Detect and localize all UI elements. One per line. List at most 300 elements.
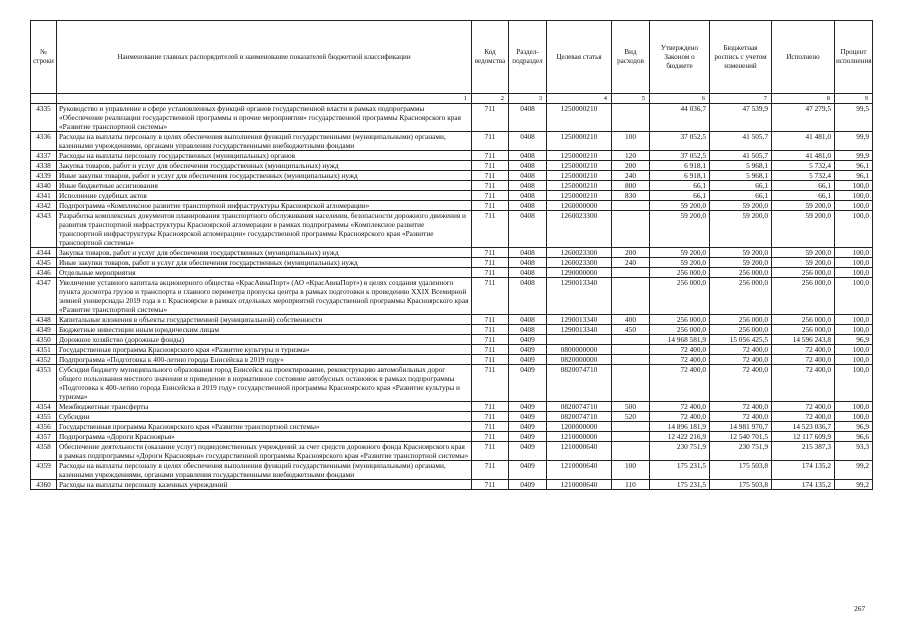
budget-schedule-amount: 256 000,0 <box>710 268 772 278</box>
target-article: 1250000210 <box>547 104 612 132</box>
table-row <box>31 278 873 315</box>
approved-amount: 12 422 216,9 <box>650 432 710 442</box>
row-number: 4352 <box>31 355 57 365</box>
budget-schedule-amount: 59 200,0 <box>710 248 772 258</box>
approved-amount: 66,1 <box>650 191 710 201</box>
target-article: 1290013340 <box>547 325 612 335</box>
row-name: Бюджетные инвестиции иным юридическим лицам <box>57 325 472 335</box>
table-row <box>31 151 873 161</box>
expense-type <box>612 442 650 461</box>
razdel-code: 0408 <box>509 191 547 201</box>
row-number: 4345 <box>31 258 57 268</box>
razdel-code: 0408 <box>509 211 547 248</box>
row-name: Обеспечение деятельности (оказание услуг) подведомственных учреждений за счет средств дорожного фонда Красноярского края в рамках подпрограммы «Дороги Красноярья» государственной программы Красноярского края «Развитие транспортной системы» <box>57 442 472 461</box>
execution-percent: 100,0 <box>835 191 873 201</box>
budget-schedule-amount: 59 200,0 <box>710 211 772 248</box>
row-number: 4360 <box>31 480 57 490</box>
header-name: Наименование главных распорядителей и наименование показателей бюджетной классификации <box>57 21 472 94</box>
execution-percent: 100,0 <box>835 211 873 248</box>
approved-amount: 59 200,0 <box>650 201 710 211</box>
ved-code: 711 <box>472 355 509 365</box>
execution-percent: 100,0 <box>835 258 873 268</box>
ved-code: 711 <box>472 132 509 151</box>
row-name: Межбюджетные трансферты <box>57 402 472 412</box>
approved-amount: 72 400,0 <box>650 402 710 412</box>
row-number: 4350 <box>31 335 57 345</box>
razdel-code: 0409 <box>509 412 547 422</box>
budget-schedule-amount: 175 503,8 <box>710 480 772 490</box>
executed-amount: 14 523 036,7 <box>772 422 835 432</box>
executed-amount: 59 200,0 <box>772 211 835 248</box>
table-row <box>31 315 873 325</box>
budget-schedule-amount: 66,1 <box>710 181 772 191</box>
executed-amount: 174 135,2 <box>772 480 835 490</box>
row-name: Расходы на выплаты персоналу в целях обеспечения выполнения функций государственными (муниципальными) органами, казенными учреждениями, органами управления государственными внебюджетными фондами <box>57 461 472 480</box>
razdel-code: 0408 <box>509 151 547 161</box>
ved-code: 711 <box>472 432 509 442</box>
expense-type <box>612 335 650 345</box>
table-row <box>31 355 873 365</box>
razdel-code: 0409 <box>509 355 547 365</box>
razdel-code: 0409 <box>509 335 547 345</box>
executed-amount: 256 000,0 <box>772 278 835 315</box>
row-number: 4353 <box>31 365 57 402</box>
column-number: 6 <box>650 94 710 104</box>
approved-amount: 59 200,0 <box>650 258 710 268</box>
approved-amount: 14 896 181,9 <box>650 422 710 432</box>
razdel-code: 0408 <box>509 248 547 258</box>
razdel-code: 0409 <box>509 480 547 490</box>
executed-amount: 256 000,0 <box>772 315 835 325</box>
header-cs: Целевая статья <box>547 21 612 94</box>
expense-type <box>612 422 650 432</box>
execution-percent: 100,0 <box>835 365 873 402</box>
ved-code: 711 <box>472 461 509 480</box>
execution-percent: 99,2 <box>835 480 873 490</box>
approved-amount: 44 036,7 <box>650 104 710 132</box>
executed-amount: 14 596 243,8 <box>772 335 835 345</box>
row-name: Расходы на выплаты персоналу в целях обеспечения выполнения функций государственными (муниципальными) органами, казенными учреждениями, органами управления государственными внебюджетными фондами <box>57 132 472 151</box>
approved-amount: 66,1 <box>650 181 710 191</box>
row-name: Подпрограмма «Подготовка к 400-летию города Енисейска в 2019 году» <box>57 355 472 365</box>
razdel-code: 0409 <box>509 422 547 432</box>
column-number: 5 <box>612 94 650 104</box>
target-article: 1210000640 <box>547 480 612 490</box>
approved-amount: 14 968 581,9 <box>650 335 710 345</box>
expense-type: 400 <box>612 315 650 325</box>
table-row <box>31 132 873 151</box>
expense-type: 830 <box>612 191 650 201</box>
table-row <box>31 335 873 345</box>
budget-schedule-amount: 59 200,0 <box>710 201 772 211</box>
target-article: 1210000640 <box>547 461 612 480</box>
approved-amount: 6 918,1 <box>650 161 710 171</box>
execution-percent: 96,1 <box>835 161 873 171</box>
execution-percent: 99,9 <box>835 151 873 161</box>
ved-code: 711 <box>472 191 509 201</box>
row-number: 4355 <box>31 412 57 422</box>
table-row <box>31 104 873 132</box>
target-article: 1200000000 <box>547 422 612 432</box>
expense-type: 520 <box>612 412 650 422</box>
ved-code: 711 <box>472 151 509 161</box>
row-number: 4338 <box>31 161 57 171</box>
target-article: 0820074710 <box>547 365 612 402</box>
razdel-code: 0409 <box>509 365 547 402</box>
executed-amount: 59 200,0 <box>772 258 835 268</box>
expense-type: 500 <box>612 402 650 412</box>
target-article: 0820074710 <box>547 412 612 422</box>
budget-schedule-amount: 256 000,0 <box>710 315 772 325</box>
row-number: 4340 <box>31 181 57 191</box>
row-number: 4348 <box>31 315 57 325</box>
budget-sheet <box>30 20 872 490</box>
table-row <box>31 432 873 442</box>
approved-amount: 256 000,0 <box>650 315 710 325</box>
row-number: 4356 <box>31 422 57 432</box>
row-name: Подпрограмма «Комплексное развитие транспортной инфраструктуры Красноярской агломерации» <box>57 201 472 211</box>
executed-amount: 59 200,0 <box>772 248 835 258</box>
row-name: Иные закупки товаров, работ и услуг для обеспечения государственных (муниципальных) нужд <box>57 171 472 181</box>
row-number: 4358 <box>31 442 57 461</box>
ved-code: 711 <box>472 181 509 191</box>
budget-schedule-amount: 72 400,0 <box>710 412 772 422</box>
executed-amount: 72 400,0 <box>772 412 835 422</box>
row-number: 4357 <box>31 432 57 442</box>
table-body <box>31 94 873 490</box>
budget-table <box>30 20 873 490</box>
target-article: 1250000210 <box>547 171 612 181</box>
approved-amount: 59 200,0 <box>650 248 710 258</box>
header-isp: Исполнено <box>772 21 835 94</box>
column-number: 9 <box>835 94 873 104</box>
ved-code: 711 <box>472 258 509 268</box>
expense-type: 120 <box>612 151 650 161</box>
row-name: Подпрограмма «Дороги Красноярья» <box>57 432 472 442</box>
row-number: 4336 <box>31 132 57 151</box>
row-name: Государственная программа Красноярского края «Развитие транспортной системы» <box>57 422 472 432</box>
expense-type <box>612 268 650 278</box>
budget-schedule-amount: 41 505,7 <box>710 132 772 151</box>
ved-code: 711 <box>472 268 509 278</box>
target-article: 1250000210 <box>547 191 612 201</box>
row-number: 4354 <box>31 402 57 412</box>
ved-code: 711 <box>472 345 509 355</box>
table-row <box>31 248 873 258</box>
approved-amount: 175 231,5 <box>650 461 710 480</box>
table-row <box>31 442 873 461</box>
row-number: 4349 <box>31 325 57 335</box>
expense-type: 200 <box>612 248 650 258</box>
header-razdel: Раздел-подраздел <box>509 21 547 94</box>
target-article: 0820074710 <box>547 402 612 412</box>
target-article: 1250000210 <box>547 181 612 191</box>
budget-schedule-amount: 59 200,0 <box>710 258 772 268</box>
target-article: 1260023300 <box>547 211 612 248</box>
execution-percent: 100,0 <box>835 181 873 191</box>
expense-type: 240 <box>612 171 650 181</box>
target-article: 1260023300 <box>547 248 612 258</box>
razdel-code: 0408 <box>509 104 547 132</box>
razdel-code: 0408 <box>509 268 547 278</box>
execution-percent: 100,0 <box>835 345 873 355</box>
executed-amount: 72 400,0 <box>772 402 835 412</box>
row-number: 4341 <box>31 191 57 201</box>
approved-amount: 256 000,0 <box>650 268 710 278</box>
table-row <box>31 268 873 278</box>
row-name: Дорожное хозяйство (дорожные фонды) <box>57 335 472 345</box>
budget-schedule-amount: 175 503,8 <box>710 461 772 480</box>
execution-percent: 93,3 <box>835 442 873 461</box>
row-number: 4346 <box>31 268 57 278</box>
approved-amount: 72 400,0 <box>650 365 710 402</box>
budget-schedule-amount: 5 968,1 <box>710 161 772 171</box>
ved-code: 711 <box>472 315 509 325</box>
budget-schedule-amount: 256 000,0 <box>710 278 772 315</box>
razdel-code: 0409 <box>509 402 547 412</box>
expense-type: 100 <box>612 461 650 480</box>
executed-amount: 72 400,0 <box>772 365 835 402</box>
target-article: 1260023300 <box>547 258 612 268</box>
expense-type: 450 <box>612 325 650 335</box>
row-name: Отдельные мероприятия <box>57 268 472 278</box>
target-article: 0820000000 <box>547 355 612 365</box>
expense-type <box>612 278 650 315</box>
budget-schedule-amount: 72 400,0 <box>710 365 772 402</box>
column-number: 1 <box>57 94 472 104</box>
ved-code: 711 <box>472 161 509 171</box>
column-number: 2 <box>472 94 509 104</box>
expense-type <box>612 355 650 365</box>
execution-percent: 96,9 <box>835 422 873 432</box>
execution-percent: 99,2 <box>835 461 873 480</box>
row-name: Расходы на выплаты персоналу казенных учреждений <box>57 480 472 490</box>
table-header <box>31 21 873 94</box>
header-bud: Бюджетная роспись с учетом изменений <box>710 21 772 94</box>
executed-amount: 5 732,4 <box>772 161 835 171</box>
column-number: 7 <box>710 94 772 104</box>
execution-percent: 100,0 <box>835 201 873 211</box>
executed-amount: 41 481,0 <box>772 132 835 151</box>
expense-type: 240 <box>612 258 650 268</box>
page-number: 267 <box>854 604 866 613</box>
ved-code: 711 <box>472 171 509 181</box>
execution-percent: 100,0 <box>835 355 873 365</box>
budget-schedule-amount: 14 981 970,7 <box>710 422 772 432</box>
row-number: 4343 <box>31 211 57 248</box>
executed-amount: 41 481,0 <box>772 151 835 161</box>
expense-type: 200 <box>612 161 650 171</box>
executed-amount: 12 117 609,9 <box>772 432 835 442</box>
execution-percent: 96,9 <box>835 335 873 345</box>
header-ved: Код ведомства <box>472 21 509 94</box>
header-utv: Утверждено Законом о бюджете <box>650 21 710 94</box>
table-row <box>31 325 873 335</box>
table-row <box>31 258 873 268</box>
approved-amount: 59 200,0 <box>650 211 710 248</box>
budget-schedule-amount: 256 000,0 <box>710 325 772 335</box>
table-row <box>31 345 873 355</box>
ved-code: 711 <box>472 248 509 258</box>
ved-code: 711 <box>472 422 509 432</box>
executed-amount: 72 400,0 <box>772 345 835 355</box>
execution-percent: 99,9 <box>835 132 873 151</box>
table-row <box>31 480 873 490</box>
execution-percent: 100,0 <box>835 412 873 422</box>
expense-type: 100 <box>612 132 650 151</box>
budget-schedule-amount: 5 968,1 <box>710 171 772 181</box>
approved-amount: 72 400,0 <box>650 355 710 365</box>
expense-type <box>612 345 650 355</box>
table-row <box>31 365 873 402</box>
razdel-code: 0408 <box>509 181 547 191</box>
razdel-code: 0408 <box>509 161 547 171</box>
table-row <box>31 412 873 422</box>
executed-amount: 5 732,4 <box>772 171 835 181</box>
budget-schedule-amount: 230 751,9 <box>710 442 772 461</box>
approved-amount: 72 400,0 <box>650 345 710 355</box>
razdel-code: 0409 <box>509 345 547 355</box>
row-name: Капитальные вложения в объекты государственной (муниципальной) собственности <box>57 315 472 325</box>
column-number: 3 <box>509 94 547 104</box>
razdel-code: 0408 <box>509 201 547 211</box>
ved-code: 711 <box>472 104 509 132</box>
approved-amount: 6 918,1 <box>650 171 710 181</box>
row-name: Разработка комплексных документов планирования транспортного обслуживания населения, безопасности дорожного движения и развития транспортной инфраструктуры Красноярской агломерации в рамках подпрограммы «Комплексное развитие транспортной инфраструктуры Красноярской агломерации» государственной программы Красноярского края «Развитие транспортной системы» <box>57 211 472 248</box>
target-article <box>547 335 612 345</box>
target-article: 1250000210 <box>547 132 612 151</box>
execution-percent: 100,0 <box>835 402 873 412</box>
budget-schedule-amount: 72 400,0 <box>710 345 772 355</box>
razdel-code: 0408 <box>509 258 547 268</box>
row-name: Государственная программа Красноярского края «Развитие культуры и туризма» <box>57 345 472 355</box>
table-row <box>31 171 873 181</box>
expense-type: 800 <box>612 181 650 191</box>
execution-percent: 100,0 <box>835 268 873 278</box>
target-article: 0800000000 <box>547 345 612 355</box>
row-name: Закупка товаров, работ и услуг для обеспечения государственных (муниципальных) нужд <box>57 248 472 258</box>
target-article: 1210000000 <box>547 432 612 442</box>
row-name: Субсидия бюджету муниципального образования город Енисейск на проектирование, реконструкцию автомобильных дорог общего пользования местного значения и приведение в нормативное состояние автобусных остановок в рамках подпрограммы «Подготовка к 400-летию города Енисейска в 2019 году» государственной программы Красноярского края «Развитие культуры и туризма» <box>57 365 472 402</box>
row-name: Увеличение уставного капитала акционерного общества «КрасАвиаПорт» (АО «КрасАвиаПорт») в целях создания удаленного пункта досмотра грузов и транспорта и главного периметра пропуска центра в рамках подготовки к проведению XXIX Всемирной зимней универсиады 2019 года в г. Красноярске в рамках отдельных мероприятий государственной программы Красноярского края «Развитие транспортной системы» <box>57 278 472 315</box>
row-name: Иные закупки товаров, работ и услуг для обеспечения государственных (муниципальных) нужд <box>57 258 472 268</box>
column-number: 8 <box>772 94 835 104</box>
target-article: 1290000000 <box>547 268 612 278</box>
expense-type: 110 <box>612 480 650 490</box>
row-number: 4342 <box>31 201 57 211</box>
execution-percent: 96,1 <box>835 171 873 181</box>
razdel-code: 0409 <box>509 442 547 461</box>
approved-amount: 37 052,5 <box>650 132 710 151</box>
table-row <box>31 161 873 171</box>
budget-schedule-amount: 72 400,0 <box>710 402 772 412</box>
target-article: 1290013340 <box>547 315 612 325</box>
ved-code: 711 <box>472 365 509 402</box>
row-number: 4359 <box>31 461 57 480</box>
row-name: Исполнение судебных актов <box>57 191 472 201</box>
approved-amount: 175 231,5 <box>650 480 710 490</box>
budget-schedule-amount: 12 540 701,5 <box>710 432 772 442</box>
execution-percent: 100,0 <box>835 325 873 335</box>
razdel-code: 0408 <box>509 278 547 315</box>
ved-code: 711 <box>472 201 509 211</box>
ved-code: 711 <box>472 480 509 490</box>
expense-type <box>612 365 650 402</box>
ved-code: 711 <box>472 325 509 335</box>
razdel-code: 0408 <box>509 325 547 335</box>
executed-amount: 256 000,0 <box>772 325 835 335</box>
target-article: 1250000210 <box>547 161 612 171</box>
ved-code: 711 <box>472 442 509 461</box>
executed-amount: 174 135,2 <box>772 461 835 480</box>
header-num: № строки <box>31 21 57 94</box>
executed-amount: 59 200,0 <box>772 201 835 211</box>
row-number: 4337 <box>31 151 57 161</box>
executed-amount: 66,1 <box>772 181 835 191</box>
table-row <box>31 402 873 412</box>
row-name: Руководство и управление в сфере установленных функций органов государственной власти в рамках подпрограммы «Обеспечение реализации государственной программы и прочие мероприятия» государственной программы Красноярского края «Развитие транспортной системы» <box>57 104 472 132</box>
header-proc: Процент исполнения <box>835 21 873 94</box>
budget-schedule-amount: 47 539,9 <box>710 104 772 132</box>
execution-percent: 96,6 <box>835 432 873 442</box>
target-article: 1260000000 <box>547 201 612 211</box>
razdel-code: 0408 <box>509 171 547 181</box>
budget-schedule-amount: 15 056 425,5 <box>710 335 772 345</box>
target-article: 1290013340 <box>547 278 612 315</box>
row-number: 4335 <box>31 104 57 132</box>
row-number: 4351 <box>31 345 57 355</box>
table-row <box>31 201 873 211</box>
razdel-code: 0408 <box>509 315 547 325</box>
target-article: 1210000640 <box>547 442 612 461</box>
table-row <box>31 422 873 432</box>
row-name: Расходы на выплаты персоналу государственных (муниципальных) органов <box>57 151 472 161</box>
header-vr: Вид расходов <box>612 21 650 94</box>
razdel-code: 0409 <box>509 432 547 442</box>
expense-type <box>612 432 650 442</box>
approved-amount: 37 052,5 <box>650 151 710 161</box>
column-number: 4 <box>547 94 612 104</box>
expense-type <box>612 201 650 211</box>
ved-code: 711 <box>472 402 509 412</box>
execution-percent: 99,5 <box>835 104 873 132</box>
razdel-code: 0408 <box>509 132 547 151</box>
column-numbers-row <box>31 94 873 104</box>
ved-code: 711 <box>472 412 509 422</box>
table-row <box>31 181 873 191</box>
row-number: 4344 <box>31 248 57 258</box>
execution-percent: 100,0 <box>835 278 873 315</box>
execution-percent: 100,0 <box>835 248 873 258</box>
executed-amount: 47 279,5 <box>772 104 835 132</box>
column-number <box>31 94 57 104</box>
expense-type <box>612 104 650 132</box>
row-name: Закупка товаров, работ и услуг для обеспечения государственных (муниципальных) нужд <box>57 161 472 171</box>
executed-amount: 256 000,0 <box>772 268 835 278</box>
executed-amount: 215 387,3 <box>772 442 835 461</box>
budget-schedule-amount: 66,1 <box>710 191 772 201</box>
approved-amount: 256 000,0 <box>650 325 710 335</box>
table-row <box>31 211 873 248</box>
ved-code: 711 <box>472 278 509 315</box>
row-number: 4339 <box>31 171 57 181</box>
target-article: 1250000210 <box>547 151 612 161</box>
executed-amount: 72 400,0 <box>772 355 835 365</box>
approved-amount: 230 751,9 <box>650 442 710 461</box>
approved-amount: 256 000,0 <box>650 278 710 315</box>
budget-schedule-amount: 41 505,7 <box>710 151 772 161</box>
executed-amount: 66,1 <box>772 191 835 201</box>
